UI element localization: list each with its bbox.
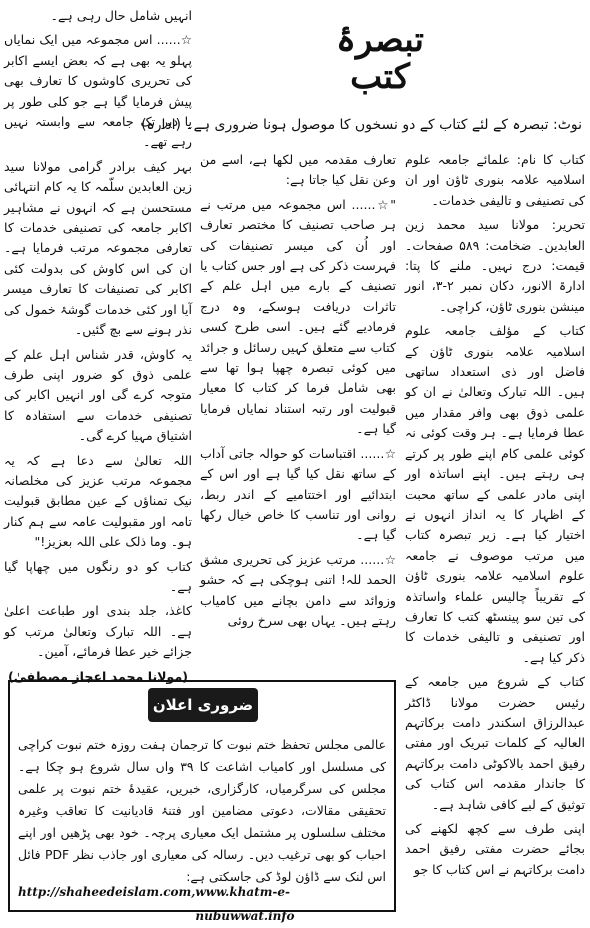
website-link[interactable]: http://shaheedeislam.com,: [18, 885, 196, 899]
review-paragraph: کتاب کو دو رنگوں میں چھاپا گیا ہے۔: [4, 558, 192, 594]
quoted-paragraph: ☆...... اس مجموعہ میں ایک نمایاں پہلو یہ بھی ہے کہ بعض ایسے اکابر کی تحریری کاوشوں کا تعارف بھی پیش فرمایا گیا ہے جو کلی طور پر یا دیر تک جامعہ سے وابستہ نہیں رہے تھے۔: [4, 32, 192, 150]
section-title: تبصرۂ کتب: [336, 20, 424, 98]
right-column: [405, 150, 585, 915]
review-paragraph: تعارف مقدمہ میں لکھا ہے، اسے من وعن نقل کیا جاتا ہے:: [200, 152, 396, 188]
review-paragraph: کتاب کے شروع میں جامعہ کے رئیس حضرت مولانا ڈاکٹر عبدالرزاق اسکندر دامت برکاتہم العالیہ کے کلمات تبریک اور مفتی رفیق احمد بالاکوٹی دامت برکاتہم کا جاندار مقدمہ اس کتاب کی توثیق کے لیے کافی شاہد ہے۔: [405, 674, 585, 812]
announcement-heading: ضروری اعلان: [148, 688, 258, 722]
book-details: کتاب کا نام: علمائے جامعہ علوم اسلامیہ علامہ بنوری ٹاؤن اور ان کی تصنیفی و تالیفی خدمات۔: [405, 152, 585, 208]
middle-column: [200, 150, 396, 670]
quoted-paragraph: "☆...... اس مجموعہ میں مرتب نے ہر صاحب تصنیف کا مختصر تعارف اور اُن کی میسر تصنیفات کی فہرست ذکر کی ہے اور جس کتاب یا تصنیف کے بارے میں اہل علم کے تاثرات دریافت ہوسکے، وہ درج فرمادیے گئے ہیں۔ اسی طرح کسی کتاب سے متعلق کہیں رسائل و جرائد میں کوئی تبصرہ چھپا ہوا تھا سے بھی شامل فرما کر کتاب کا معیار قبولیت اور رتبہ استناد نمایاں فرمایا گیا ہے۔: [200, 196, 396, 437]
review-note: نوٹ: تبصرہ کے لئے کتاب کے دو نسخوں کا موصول ہونا ضروری ہے۔ (ادارہ): [141, 117, 582, 133]
announcement-box: [8, 680, 396, 923]
left-column: [4, 6, 192, 684]
review-paragraph: اپنی طرف سے کچھ لکھنے کی بجائے حضرت مفتی رفیق احمد دامت برکاتہم نے اس کتاب کا جو: [405, 821, 585, 877]
review-paragraph: کتاب کے مؤلف جامعہ علوم اسلامیہ علامہ بنوری ٹاؤن کے فاضل اور ذی استعداد ساتھی ہیں۔ اللہ تبارک وتعالیٰ نے ان کو علمی ذوق بھی وافر مقدار میں عطا فرمایا ہے۔ ہر وقت کوئی نہ کوئی علمی کام اپنے طور پر کرتے ہی رہتے ہیں۔ اپنے اساتذہ اور اپنی مادر علمی کے ساتھ محبت کے اظہار کا یہ انداز انہوں نے اختیار کیا ہے۔ زیر تبصرہ کتاب میں مرتب موصوف نے جامعہ علوم اسلامیہ علامہ بنوری ٹاؤن کے تقریباً چالیس علماء واساتذہ کی تین سو پینسٹھ کتب کا تعارف اور تصنیفی و تالیفی خدمات کا ذکر کیا ہے۔: [405, 323, 585, 665]
quoted-paragraph: یہ کاوش، قدر شناس اہل علم کے علمی ذوق کو ضرور اپنی طرف متوجہ کرے گی اور انہیں اکابر کی تصنیفی خدمات سے استفادہ کا اشتیاق مہیا کرے گی۔: [4, 346, 192, 444]
quoted-paragraph: ☆...... اقتباسات کو حوالہ جاتی آداب کے ساتھ نقل کیا گیا ہے اور اس کے ابتدائیے اور اختتامیے کے اندر ربط، روانی اور تناسب کا خاص خیال رکھا گیا ہے۔: [200, 445, 396, 543]
quoted-paragraph: انہیں شامل حال رہی ہے۔: [50, 8, 192, 23]
book-publication-info: تحریر: مولانا سید محمد زین العابدین۔ ضخامت: ۵۸۹ صفحات۔ قیمت: درج نہیں۔ ملنے کا پتا: ادارۃ الانور، دکان نمبر ۲-۳، انور مینشن بنوری ٹاؤن، کراچی۔: [405, 217, 585, 314]
website-link[interactable]: www.khatm-e-nubuwwat.info: [195, 885, 295, 923]
reviewer-signature: (مولانا محمد اعجاز مصطفیٰ): [7, 668, 189, 684]
quoted-paragraph: بہر کیف برادر گرامی مولانا سید زین العابدین سلّمہ کا یہ کام انتہائی مستحسن ہے کہ انہوں نے مشاہیر اکابر جامعہ کی تصنیفی خدمات کا تعارفی مجموعہ مرتب فرمایا ہے۔ ان کی اس کاوش کی بدولت کئی اکابر کی تصنیفات کا تعارف میسر آیا اور کئی خدمات گوشۂ خمول کی نذر ہونے سے بچ گئیں۔: [4, 158, 192, 338]
masthead: [305, 4, 455, 98]
quoted-paragraph: ☆...... مرتب عزیز کی تحریری مشق الحمد للہ! اتنی ہوچکی ہے کہ حشو وزوائد سے دامن بچانے میں کامیاب رہتے ہیں۔ یہاں بھی سرخ روئی: [200, 551, 396, 628]
quoted-paragraph: اللہ تعالیٰ سے دعا ہے کہ یہ مجموعہ مرتب عزیز کی مخلصانہ نیک تمناؤں کے عین مطابق قبولیت تامہ اور مقبولیت عامہ سے ہم کنار ہو۔ وما ذلک علی اللہ بعزیز!": [4, 452, 192, 550]
announcement-links: [18, 880, 386, 923]
announcement-body: عالمی مجلس تحفظ ختم نبوت کا ترجمان ہفت روزہ ختم نبوت کراچی کی مسلسل اور کامیاب اشاعت کا ۳۹ واں سال شروع ہو چکا ہے۔ مجلس کی سرگرمیاں، کارگزاری، خبریں، عقیدۂ ختم نبوت پر علمی تحقیقی مقالات، دعوتی مضامین اور فتنۂ قادیانیت کا تعاقب وغیرہ مختلف سلسلوں پر مشتمل ایک معیاری پرچہ۔ خود بھی پڑھیں اور اپنے احباب کو بھی ترغیب دیں۔ رسالہ کی معیاری اور جاذب نظر PDF فائل اس لنک سے ڈاؤن لوڈ کی جاسکتی ہے:: [18, 737, 386, 884]
review-paragraph: کاغذ، جلد بندی اور طباعت اعلیٰ ہے۔ اللہ تبارک وتعالیٰ مرتب کو جزائے خیر عطا فرمائے، آمین۔: [4, 603, 192, 660]
